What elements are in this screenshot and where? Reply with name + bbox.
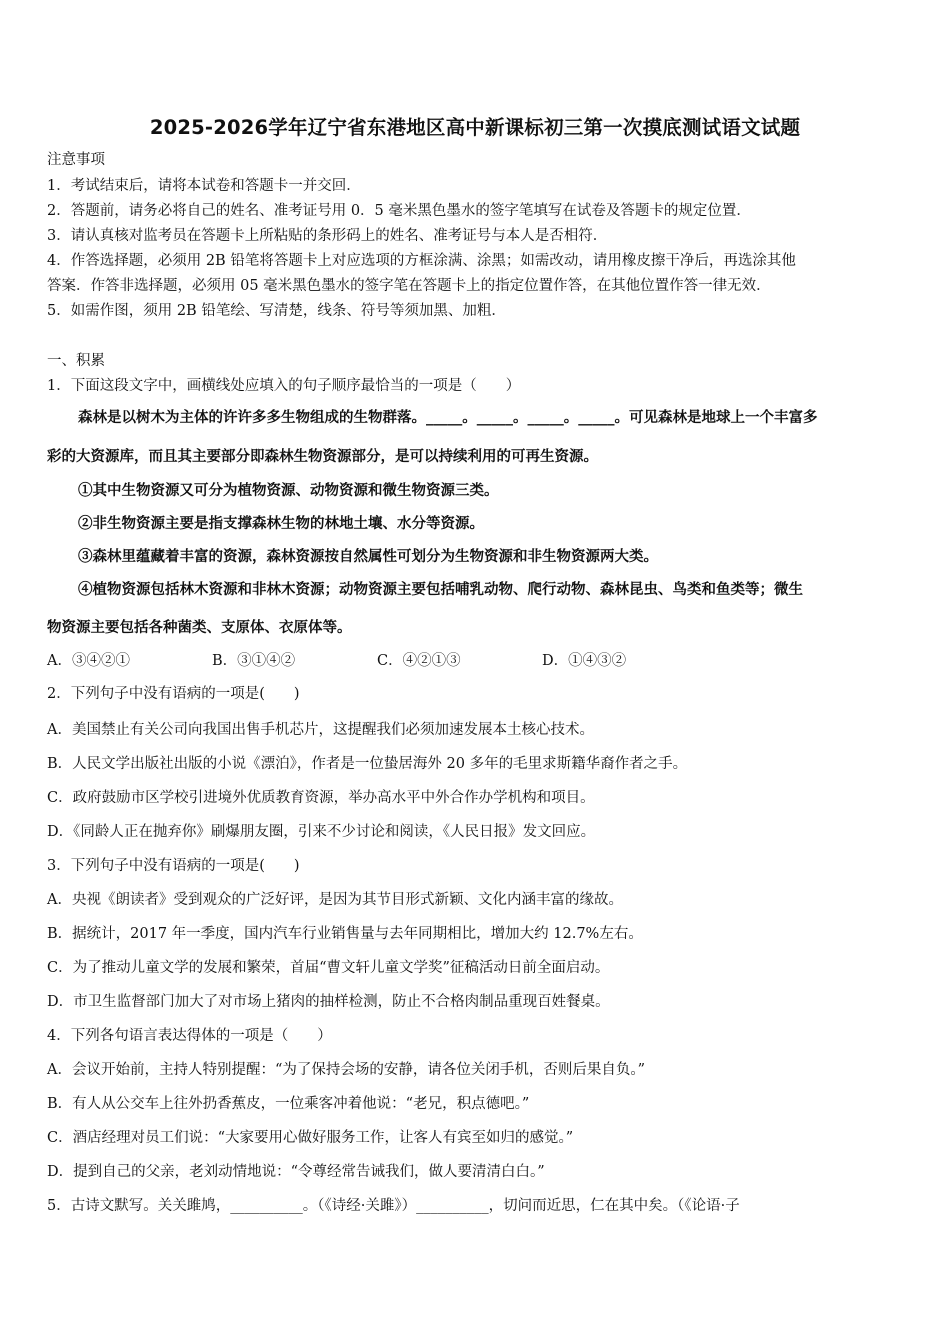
section-heading: 一、积累 xyxy=(47,353,105,369)
q5-stem: 5．古诗文默写。关关雎鸠，__________。（《诗经·关雎》）__________，切问而近思，仁在其中矣。（《论语·子 xyxy=(47,1198,740,1214)
q3-stem: 3．下列句子中没有语病的一项是( ) xyxy=(47,858,300,874)
notice-item-1: 1．考试结束后，请将本试卷和答题卡一并交回． xyxy=(47,178,361,194)
q3-option-b: B．据统计，2017 年一季度，国内汽车行业销售量与去年同期相比，增加大约 12.7%左右。 xyxy=(47,926,643,942)
q3-option-c: C．为了推动儿童文学的发展和繁荣，首届“曹文轩儿童文学奖”征稿活动日前全面启动。 xyxy=(47,960,610,976)
exam-title: 2025-2026学年辽宁省东港地区高中新课标初三第一次摸底测试语文试题 xyxy=(149,116,801,139)
q2-option-a: A．美国禁止有关公司向我国出售手机芯片，这提醒我们必须加速发展本土核心技术。 xyxy=(47,722,594,738)
q2-option-d: D．《同龄人正在抛弃你》刷爆朋友圈，引来不少讨论和阅读，《人民日报》发文回应。 xyxy=(47,824,596,840)
q4-stem: 4．下列各句语言表达得体的一项是（ ） xyxy=(47,1028,332,1044)
q4-option-a: A．会议开始前，主持人特别提醒：“为了保持会场的安静，请各位关闭手机，否则后果自负。” xyxy=(47,1062,646,1078)
q4-option-c: C．酒店经理对员工们说：“大家要用心做好服务工作，让客人有宾至如归的感觉。” xyxy=(47,1130,574,1146)
q1-sentence-4: ④植物资源包括林木资源和非林木资源；动物资源主要包括哺乳动物、爬行动物、森林昆虫、鸟类和鱼类等；微生 xyxy=(78,581,803,598)
q2-option-b: B．人民文学出版社出版的小说《漂泊》，作者是一位蛰居海外 20 多年的毛里求斯籍华裔作者之手。 xyxy=(47,756,688,772)
q1-passage-line-2: 彩的大资源库，而且其主要部分即森林生物资源部分，是可以持续利用的可再生资源。 xyxy=(47,448,598,465)
q3-option-a: A．央视《朗读者》受到观众的广泛好评，是因为其节目形式新颖、文化内涵丰富的缘故。 xyxy=(47,892,623,908)
q1-sentence-2: ②非生物资源主要是指支撑森林生物的林地土壤、水分等资源。 xyxy=(78,515,484,532)
q1-sentence-4-cont: 物资源主要包括各种菌类、支原体、衣原体等。 xyxy=(47,619,352,636)
q1-option-a: A．③④②① xyxy=(47,653,130,669)
notice-item-3: 3．请认真核对监考员在答题卡上所粘贴的条形码上的姓名、准考证号与本人是否相符． xyxy=(47,228,608,244)
q1-stem: 1．下面这段文字中，画横线处应填入的句子顺序最恰当的一项是（ ） xyxy=(47,378,521,394)
notice-item-2: 2．答题前，请务必将自己的姓名、准考证号用 0．5 毫米黑色墨水的签字笔填写在试卷及答题卡的规定位置． xyxy=(47,203,751,219)
q1-option-c: C．④②①③ xyxy=(377,653,461,669)
q2-option-c: C．政府鼓励市区学校引进境外优质教育资源，举办高水平中外合作办学机构和项目。 xyxy=(47,790,595,806)
q1-option-b: B．③①④② xyxy=(212,653,296,669)
q4-option-d: D．提到自己的父亲，老刘动情地说：“令尊经常告诫我们，做人要清清白白。” xyxy=(47,1164,545,1180)
q2-stem: 2．下列句子中没有语病的一项是( ) xyxy=(47,686,300,702)
notice-item-4: 4．作答选择题，必须用 2B 铅笔将答题卡上对应选项的方框涂满、涂黑；如需改动，请用橡皮擦干净后，再选涂其他 xyxy=(47,253,796,269)
q3-option-d: D．市卫生监督部门加大了对市场上猪肉的抽样检测，防止不合格肉制品重现百姓餐桌。 xyxy=(47,994,610,1010)
q1-option-d: D．①④③② xyxy=(542,653,627,669)
notice-item-5: 5．如需作图，须用 2B 铅笔绘、写清楚，线条、符号等须加黑、加粗． xyxy=(47,303,506,319)
q1-sentence-3: ③森林里蕴藏着丰富的资源，森林资源按自然属性可划分为生物资源和非生物资源两大类。 xyxy=(78,548,658,565)
q1-passage-line-1: 森林是以树木为主体的许许多多生物组成的生物群落。_____。_____。_____。_____。可见森林是地球上一个丰富多 xyxy=(78,409,818,426)
notice-item-4-cont: 答案．作答非选择题，必须用 05 毫米黑色墨水的签字笔在答题卡上的指定位置作答，在其他位置作答一律无效． xyxy=(47,278,771,294)
q4-option-b: B．有人从公交车上往外扔香蕉皮，一位乘客冲着他说：“老兄，积点德吧。” xyxy=(47,1096,530,1112)
q1-sentence-1: ①其中生物资源又可分为植物资源、动物资源和微生物资源三类。 xyxy=(78,482,499,499)
notice-heading: 注意事项 xyxy=(47,152,105,168)
